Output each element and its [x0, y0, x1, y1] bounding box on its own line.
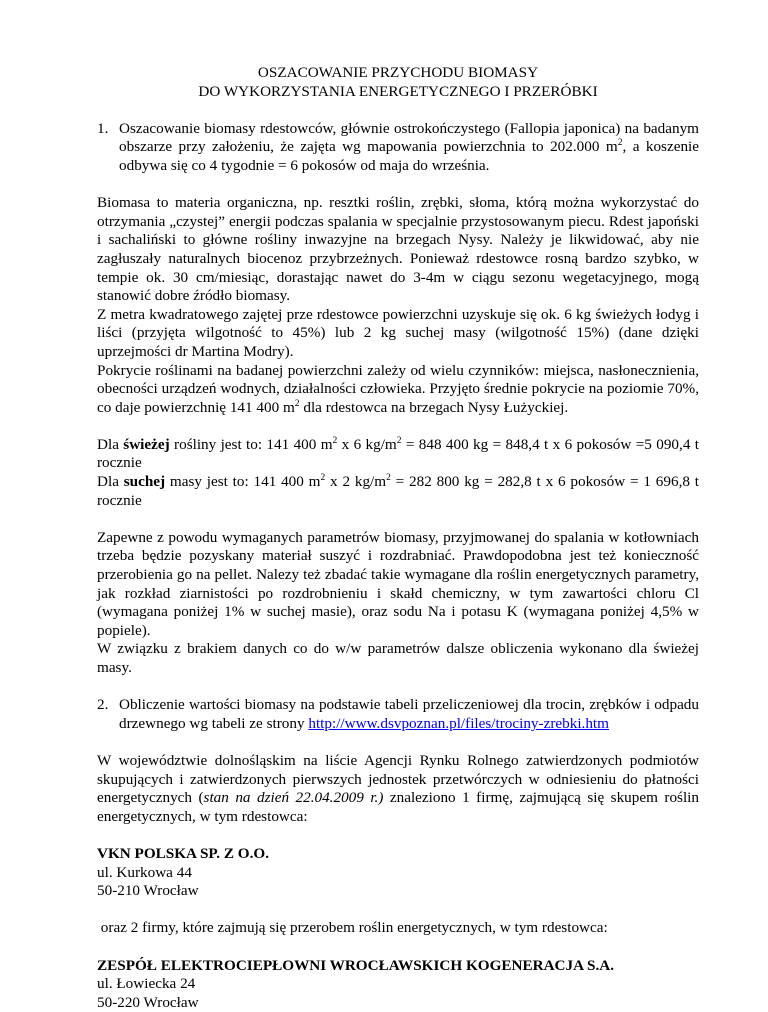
list-item-text-part: Oszacowanie biomasy rdestowców, głównie ostrokończystego (Fallopia japonica) na badanym obszarze przy założeniu, że zajęta wg mapowania powierzchnia to 202.000 m: [119, 120, 699, 156]
document-title: [97, 64, 699, 101]
list-item-text-part: , a koszenie odbywa się co 4 tygodnie = 6 pokosów od maja do września.: [119, 138, 699, 174]
title-line-1: OSZACOWANIE PRZYCHODU BIOMASY: [97, 64, 699, 83]
list-item-2: [97, 696, 699, 733]
text-part: W województwie dolnośląskim na liście Agencji Rynku Rolnego zatwierdzonych podmiotów skupujących i zatwierdzonych pierwszych jednostek przetwórczych w odniesieniu do płatności energetycznych (: [97, 752, 699, 806]
list-item-text-part: Obliczenie wartości biomasy na podstawie tabeli przeliczeniowej dla trocin, zrębków i odpadu drzewnego wg tabeli ze strony: [119, 696, 699, 732]
calc-dry-mass: [97, 473, 699, 510]
company-city: 50-220 Wrocław: [97, 994, 699, 1012]
title-line-2: DO WYKORZYSTANIA ENERGETYCZNEGO I PRZERÓBKI: [97, 83, 699, 102]
text-part: = 282 800 kg = 282,8 t x 6 pokosów = 1 696,8 t rocznie: [97, 473, 699, 509]
company-street: ul. Kurkowa 44: [97, 864, 699, 883]
paragraph-yield: Z metra kwadratowego zajętej prze rdestowce powierzchni uzyskuje się ok. 6 kg świeżych łodyg i liści (przyjęta wilgotność to 45%) lub 2 kg suchej masy (wilgotność 15%) (dane dzięki uprzejmości dr Martina Modry).: [97, 306, 699, 362]
paragraph-biomass-intro: Biomasa to materia organiczna, np. resztki roślin, zrębki, słoma, którą można wykorzystać do otrzymania „czystej” energii podczas spalania w specjalnie przystosowanym piecu. Rdest japoński i sachaliński to główne rośliny inwazyjne na brzegach Nysy. Należy je likwidować, aby nie zagłuszały naturalnych biocenoz przybrzeżnych. Ponieważ rdestowce rosną bardzo szybko, w tempie ok. 30 cm/miesiąc, dorastając nawet do 3-4m w ciągu sezonu wegetacyjnego, mogą stanowić dobre źródło biomasy.: [97, 194, 699, 306]
company-street: ul. Łowiecka 24: [97, 975, 699, 994]
superscript: 2: [386, 473, 391, 483]
list-item-text: [119, 696, 699, 733]
list-item-1: [97, 120, 699, 176]
superscript: 2: [397, 436, 402, 446]
calc-fresh-mass: [97, 436, 699, 473]
paragraph-conclusion: W związku z brakiem danych co do w/w parametrów dalsze obliczenia wykonano dla świeżej masy.: [97, 640, 699, 677]
list-number: 1.: [97, 120, 119, 176]
text-part: Dla: [97, 436, 123, 453]
paragraph-agency: [97, 752, 699, 826]
text-part: x 2 kg/m: [325, 473, 386, 490]
paragraph-coverage: [97, 362, 699, 418]
company-2: [97, 957, 699, 1012]
document-page: [97, 64, 699, 1012]
superscript: 2: [321, 473, 326, 483]
list-item-text: [119, 120, 699, 176]
list-number: 2.: [97, 696, 119, 733]
bold-term: świeżej: [123, 436, 169, 453]
text-part: masy jest to: 141 400 m: [165, 473, 320, 490]
text-part: rośliny jest to: 141 400 m: [170, 436, 333, 453]
text-part: = 848 400 kg = 848,4 t x 6 pokosów =5 090,4 t rocznie: [97, 436, 699, 472]
company-city: 50-210 Wrocław: [97, 882, 699, 901]
superscript: 2: [618, 138, 623, 148]
text-part: x 6 kg/m: [337, 436, 396, 453]
source-link[interactable]: http://www.dsvpoznan.pl/files/trociny-zrebki.htm: [308, 715, 609, 732]
bold-term: suchej: [124, 473, 165, 490]
paragraph-parameters: Zapewne z powodu wymaganych parametrów biomasy, przyjmowanej do spalania w kotłowniach trzeba będzie pozyskany materiał suszyć i rozdrabniać. Prawdopodobna jest też konieczność przerobienia go na pellet. Nalezy też zbadać takie wymagane dla roślin energetycznych parametry, jak rozkład ziarnistości po rozdrobnieniu i skałd chemiczny, w tym zawartości chloru Cl (wymagana poniżej 1% w suchej masie), oraz sodu Na i potasu K (wymagana poniżej 4,5% w popiele).: [97, 529, 699, 641]
text-part: dla rdestowca na brzegach Nysy Łużyckiej.: [300, 399, 569, 416]
text-part: Pokrycie roślinami na badanej powierzchni zależy od wielu czynników: miejsca, nasłonecznienia, obecności urządzeń wodnych, działalności człowieka. Przyjęto średnie pokrycie na poziomie 70%, co daje powierzchnię 141 400 m: [97, 362, 699, 416]
italic-date: stan na dzień 22.04.2009 r.): [204, 789, 384, 806]
paragraph-processors: oraz 2 firmy, które zajmują się przerobem roślin energetycznych, w tym rdestowca:: [97, 919, 699, 938]
company-1: [97, 845, 699, 901]
company-name: VKN POLSKA SP. Z O.O.: [97, 845, 699, 864]
company-name: ZESPÓŁ ELEKTROCIEPŁOWNI WROCŁAWSKICH KOGENERACJA S.A.: [97, 957, 699, 976]
text-part: znaleziono 1 firmę, zajmującą się skupem roślin energetycznych, w tym rdestowca:: [97, 789, 699, 825]
superscript: 2: [295, 399, 300, 409]
superscript: 2: [333, 436, 338, 446]
text-part: Dla: [97, 473, 124, 490]
